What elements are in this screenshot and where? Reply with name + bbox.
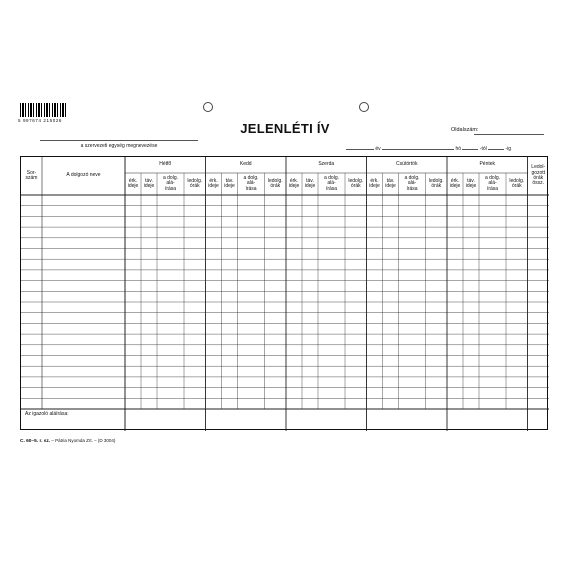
- sub-header-line: órák: [511, 183, 522, 189]
- publisher-note: – Pátria Nyomda Zrt. – (D 3004): [51, 438, 116, 443]
- from-day-field[interactable]: [462, 144, 478, 150]
- verifier-signature-label: Az igazoló aláírása:: [25, 411, 69, 417]
- day-header-4-line: Csütörtök: [396, 161, 418, 168]
- sub-header-line: ledolg.: [267, 177, 283, 184]
- org-unit-field[interactable]: [40, 140, 198, 141]
- sub-header-line: táv.: [145, 177, 153, 184]
- sub-header-5-3: [479, 176, 506, 192]
- day-header-1-line: Hétfő: [159, 161, 172, 168]
- sub-header-line: ideje: [449, 183, 461, 189]
- attendance-table: [20, 156, 548, 430]
- sub-header-line: ledolg.: [187, 177, 203, 184]
- sub-header-line: ledolg.: [509, 177, 525, 184]
- sub-header-4-2: [383, 179, 399, 190]
- sub-header-line: táv.: [225, 177, 234, 184]
- sub-header-4-4: [426, 179, 448, 190]
- sub-header-line: ideje: [208, 183, 219, 189]
- sub-header-line: ideje: [465, 183, 477, 189]
- sub-header-line: írása: [245, 185, 257, 192]
- month-label: hó: [455, 146, 462, 152]
- sub-header-1-4: [184, 179, 206, 190]
- sub-header-line: a dolg.: [323, 174, 339, 181]
- serial-number-header-line: szám: [25, 175, 38, 181]
- sub-header-line: ideje: [127, 183, 139, 189]
- sub-header-2-4: [265, 179, 287, 190]
- sub-header-2-1: [206, 179, 222, 190]
- day-header-5: [447, 162, 528, 167]
- sub-header-3-3: [318, 176, 345, 192]
- month-field[interactable]: [382, 144, 454, 150]
- page-number-label: Oldalszám:: [451, 127, 479, 133]
- day-header-4: [367, 162, 448, 167]
- sub-header-line: ideje: [385, 183, 396, 189]
- sub-header-4-3: [399, 176, 426, 192]
- sub-header-2-3: [238, 176, 265, 192]
- sub-header-line: táv.: [467, 177, 475, 184]
- org-unit-caption: a szervezeti egység megnevezése: [80, 143, 158, 149]
- sub-header-5-1: [447, 179, 463, 190]
- hours-total-header: [528, 165, 550, 187]
- sub-header-line: ideje: [143, 183, 155, 189]
- sub-header-line: táv.: [306, 177, 314, 184]
- sub-header-line: alá-: [246, 180, 256, 187]
- sub-header-3-2: [302, 179, 318, 190]
- year-label: év: [375, 146, 381, 152]
- sub-header-line: írása: [164, 185, 177, 192]
- punch-hole-left: [203, 102, 213, 112]
- sub-header-1-2: [141, 179, 157, 190]
- day-header-2: [206, 162, 287, 167]
- sub-header-line: ideje: [304, 183, 316, 189]
- sub-header-line: órák: [431, 183, 442, 189]
- to-label: -ig: [505, 146, 512, 152]
- sub-header-line: a dolg.: [243, 174, 259, 181]
- form-code: C. 60–5. r. sz.: [20, 439, 51, 444]
- sub-header-line: érk.: [128, 177, 138, 184]
- sub-header-line: a dolg.: [404, 174, 420, 181]
- sub-header-line: ledolg.: [428, 177, 444, 184]
- page-number-field[interactable]: [474, 134, 544, 135]
- serial-number-header-line: Sor-: [26, 169, 37, 176]
- employee-name-header-line: A dolgozó neve: [66, 172, 101, 179]
- sub-header-line: ideje: [224, 183, 235, 189]
- sub-header-line: írása: [406, 185, 418, 192]
- hours-total-header-line: gozott: [531, 169, 546, 176]
- sub-header-line: a dolg.: [484, 174, 500, 181]
- sub-header-line: órák: [270, 183, 281, 189]
- sub-header-line: írása: [325, 185, 338, 192]
- sub-header-line: írása: [486, 185, 499, 192]
- sub-header-line: alá-: [407, 180, 417, 187]
- sub-header-line: érk.: [370, 177, 379, 184]
- sub-header-line: alá-: [166, 180, 175, 187]
- year-field[interactable]: [346, 144, 374, 150]
- sub-header-line: órák: [350, 183, 361, 189]
- hours-total-header-line: órák: [533, 175, 544, 181]
- sub-header-5-2: [463, 179, 479, 190]
- sub-header-3-1: [286, 179, 302, 190]
- sub-header-line: alá-: [488, 180, 497, 187]
- from-label: -tól: [479, 146, 487, 152]
- employee-name-header: [42, 173, 125, 178]
- table-grid-lines: [21, 157, 549, 431]
- form-footer: [20, 438, 115, 444]
- sub-header-5-4: [506, 179, 528, 190]
- hours-total-header-line: össz.: [532, 180, 545, 187]
- day-header-3-line: Szerda: [318, 161, 335, 168]
- sub-header-line: ideje: [369, 183, 380, 189]
- sub-header-line: érk.: [289, 177, 299, 184]
- sub-header-line: érk.: [209, 177, 218, 184]
- sub-header-line: érk.: [450, 177, 460, 184]
- sub-header-1-1: [125, 179, 141, 190]
- sub-header-line: ideje: [288, 183, 300, 189]
- barcode-image: [20, 103, 68, 117]
- day-header-5-line: Péntek: [479, 161, 496, 168]
- punch-hole-right: [359, 102, 369, 112]
- sub-header-line: órák: [189, 183, 200, 189]
- hours-total-header-line: Ledol-: [531, 164, 546, 171]
- to-day-field[interactable]: [488, 144, 504, 150]
- sub-header-3-4: [345, 179, 367, 190]
- day-header-3: [286, 162, 367, 167]
- sub-header-line: alá-: [327, 180, 336, 187]
- sub-header-4-1: [367, 179, 383, 190]
- sub-header-2-2: [222, 179, 238, 190]
- serial-number-header: [21, 171, 42, 182]
- date-range-line: [346, 144, 511, 152]
- day-header-2-line: Kedd: [239, 161, 252, 168]
- day-header-1: [125, 162, 206, 167]
- barcode-number: 5 997674 215026: [18, 118, 63, 123]
- sub-header-line: táv.: [386, 177, 395, 184]
- form-title: JELENLÉTI ÍV: [240, 121, 330, 136]
- sub-header-line: a dolg.: [162, 174, 178, 181]
- sub-header-line: ledolg.: [348, 177, 364, 184]
- sub-header-1-3: [157, 176, 184, 192]
